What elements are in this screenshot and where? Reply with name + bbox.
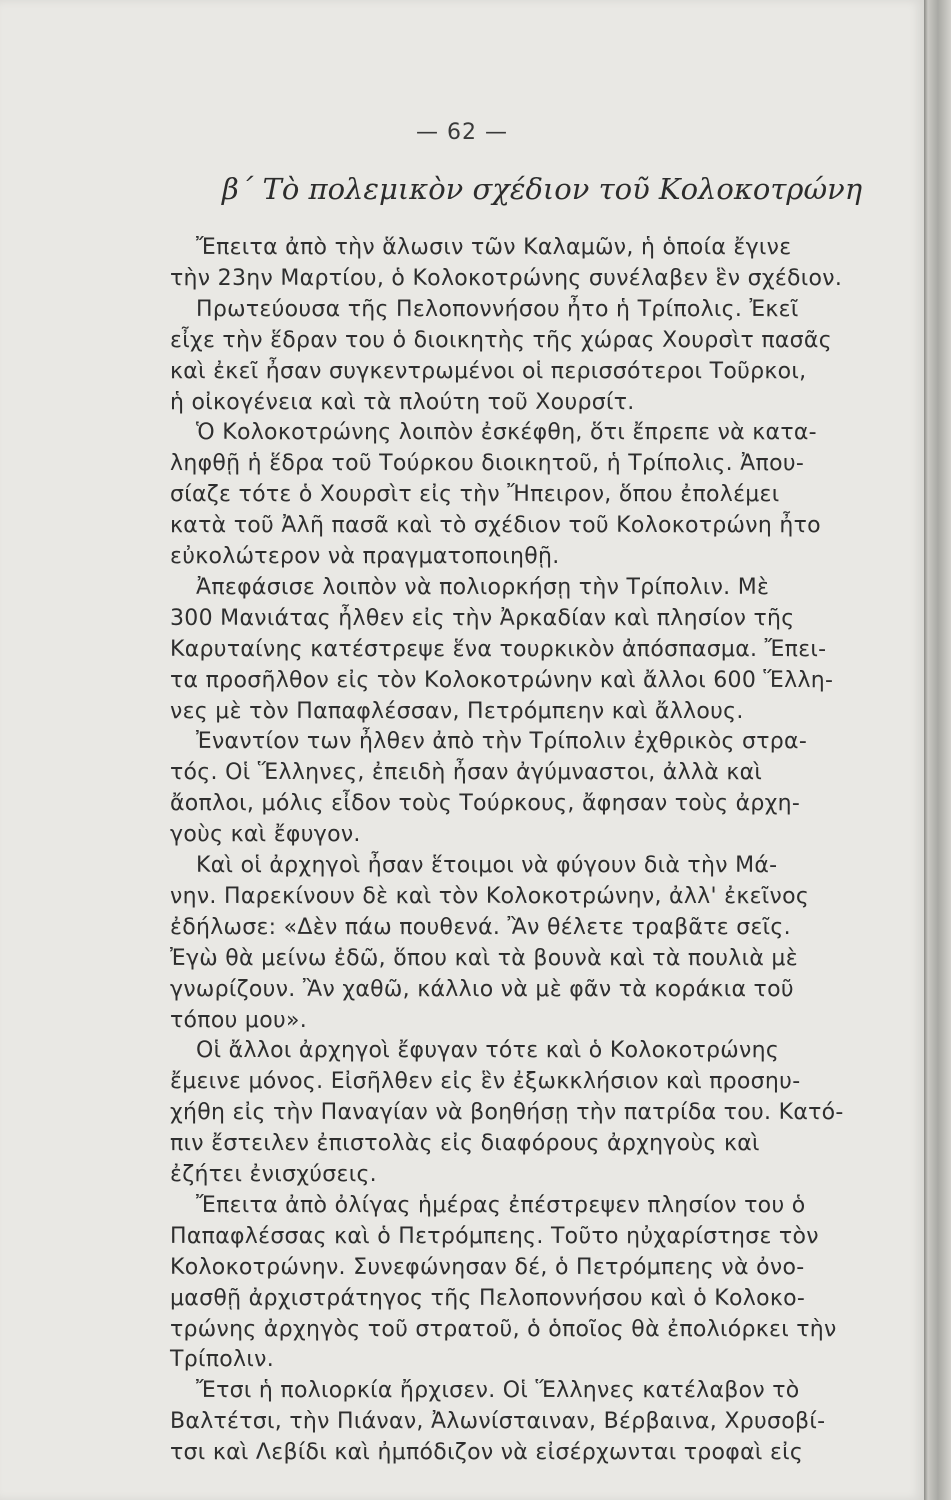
text-line: Καὶ οἱ ἀρχηγοὶ ἦσαν ἕτοιμοι νὰ φύγουν διὰ τὴν Μά- xyxy=(196,853,778,878)
text-line: σίαζε τότε ὁ Χουρσὶτ εἰς τὴν Ἤπειρον, ὅπου ἐπολέμει xyxy=(170,482,780,507)
text-line: τρώνης ἀρχηγὸς τοῦ στρατοῦ, ὁ ὁποῖος θὰ ἐπολιόρκει τὴν xyxy=(170,1317,837,1342)
text-line: Κολοκοτρώνην. Συνεφώνησαν δέ, ὁ Πετρόμπεης νὰ ὀνο- xyxy=(170,1255,805,1280)
text-line: εἶχε τὴν ἕδραν του ὁ διοικητὴς τῆς χώρας Χουρσὶτ πασᾶς xyxy=(170,328,832,353)
text-line: τόπου μου». xyxy=(170,1008,308,1033)
text-line: Ἐναντίον των ἦλθεν ἀπὸ τὴν Τρίπολιν ἐχθρικὸς στρα- xyxy=(196,729,808,754)
text-line: νην. Παρεκίνουν δὲ καὶ τὸν Κολοκοτρώνην, ἀλλ' ἐκεῖνος xyxy=(170,884,810,909)
text-line: 300 Μανιάτας ἦλθεν εἰς τὴν Ἀρκαδίαν καὶ πλησίον τῆς xyxy=(170,606,795,631)
section-title: β΄ Τὸ πολεμικὸν σχέδιον τοῦ Κολοκοτρώνη xyxy=(222,172,863,206)
text-line: ἄοπλοι, μόλις εἶδον τοὺς Τούρκους, ἄφησαν τοὺς ἀρχη- xyxy=(170,791,801,816)
text-line: τσι καὶ Λεβίδι καὶ ἠμπόδιζον νὰ εἰσέρχωνται τροφαὶ εἰς xyxy=(170,1440,804,1465)
text-line: Ἔπειτα ἀπὸ τὴν ἅλωσιν τῶν Καλαμῶν, ἡ ὁποία ἔγινε xyxy=(196,235,792,260)
text-line: τὴν 23ην Μαρτίου, ὁ Κολοκοτρώνης συνέλαβεν ἓν σχέδιον. xyxy=(170,266,843,291)
text-line: Ἐγὼ θὰ μείνω ἐδῶ, ὅπου καὶ τὰ βουνὰ καὶ τὰ πουλιὰ μὲ xyxy=(170,946,798,971)
text-line: τός. Οἱ Ἕλληνες, ἐπειδὴ ἦσαν ἀγύμναστοι, ἀλλὰ καὶ xyxy=(170,760,763,785)
text-line: καὶ ἐκεῖ ἦσαν συγκεντρωμένοι οἱ περισσότεροι Τοῦρκοι, xyxy=(170,359,807,384)
text-line: Βαλτέτσι, τὴν Πιάναν, Ἀλωνίσταιναν, Βέρβαινα, Χρυσοβί- xyxy=(170,1409,826,1434)
text-line: ἔμεινε μόνος. Εἰσῆλθεν εἰς ἓν ἐξωκκλήσιον καὶ προσηυ- xyxy=(170,1069,801,1094)
text-line: ἐζήτει ἐνισχύσεις. xyxy=(170,1162,377,1187)
text-line: Τρίπολιν. xyxy=(170,1347,274,1372)
page-edge xyxy=(924,0,951,1500)
text-line: Ὁ Κολοκοτρώνης λοιπὸν ἐσκέφθη, ὅτι ἔπρεπε νὰ κατα- xyxy=(196,420,817,445)
text-line: Οἱ ἄλλοι ἀρχηγοὶ ἔφυγαν τότε καὶ ὁ Κολοκοτρώνης xyxy=(196,1038,780,1063)
text-line: κατὰ τοῦ Ἀλῆ πασᾶ καὶ τὸ σχέδιον τοῦ Κολοκοτρώνη ἦτο xyxy=(170,513,821,538)
text-line: Πρωτεύουσα τῆς Πελοποννήσου ἦτο ἡ Τρίπολις. Ἐκεῖ xyxy=(196,297,799,322)
text-line: νες μὲ τὸν Παπαφλέσσαν, Πετρόμπεην καὶ ἄλλους. xyxy=(170,699,744,724)
text-line: Καρυταίνης κατέστρεψε ἕνα τουρκικὸν ἀπόσπασμα. Ἔπει- xyxy=(170,637,827,662)
text-line: Παπαφλέσσας καὶ ὁ Πετρόμπεης. Τοῦτο ηὐχαρίστησε τὸν xyxy=(170,1224,819,1249)
text-line: μασθῇ ἀρχιστράτηγος τῆς Πελοποννήσου καὶ ὁ Κολοκο- xyxy=(170,1286,806,1311)
text-line: γνωρίζουν. Ἂν χαθῶ, κάλλιο νὰ μὲ φᾶν τὰ κοράκια τοῦ xyxy=(170,977,794,1002)
text-line: Ἔτσι ἡ πολιορκία ἤρχισεν. Οἱ Ἕλληνες κατέλαβον τὸ xyxy=(196,1378,800,1403)
text-line: πιν ἔστειλεν ἐπιστολὰς εἰς διαφόρους ἀρχηγοὺς καὶ xyxy=(170,1131,760,1156)
page-number: — 62 — xyxy=(416,120,508,145)
text-line: τα προσῆλθον εἰς τὸν Κολοκοτρώνην καὶ ἄλλοι 600 Ἕλλη- xyxy=(170,668,834,693)
text-line: Ἀπεφάσισε λοιπὸν νὰ πολιορκήσῃ τὴν Τρίπολιν. Μὲ xyxy=(196,575,770,600)
text-line: ἐδήλωσε: «Δὲν πάω πουθενά. Ἂν θέλετε τραβᾶτε σεῖς. xyxy=(170,915,791,940)
text-line: ἡ οἰκογένεια καὶ τὰ πλούτη τοῦ Χουρσίτ. xyxy=(170,390,635,415)
text-line: εὐκολώτερον νὰ πραγματοποιηθῇ. xyxy=(170,544,560,569)
text-line: Ἔπειτα ἀπὸ ὀλίγας ἡμέρας ἐπέστρεψεν πλησίον του ὁ xyxy=(196,1193,806,1218)
text-line: γοὺς καὶ ἔφυγον. xyxy=(170,822,361,847)
text-line: ληφθῇ ἡ ἕδρα τοῦ Τούρκου διοικητοῦ, ἡ Τρίπολις. Ἀπου- xyxy=(170,451,805,476)
text-line: χήθη εἰς τὴν Παναγίαν νὰ βοηθήσῃ τὴν πατρίδα του. Κατό- xyxy=(170,1100,844,1125)
